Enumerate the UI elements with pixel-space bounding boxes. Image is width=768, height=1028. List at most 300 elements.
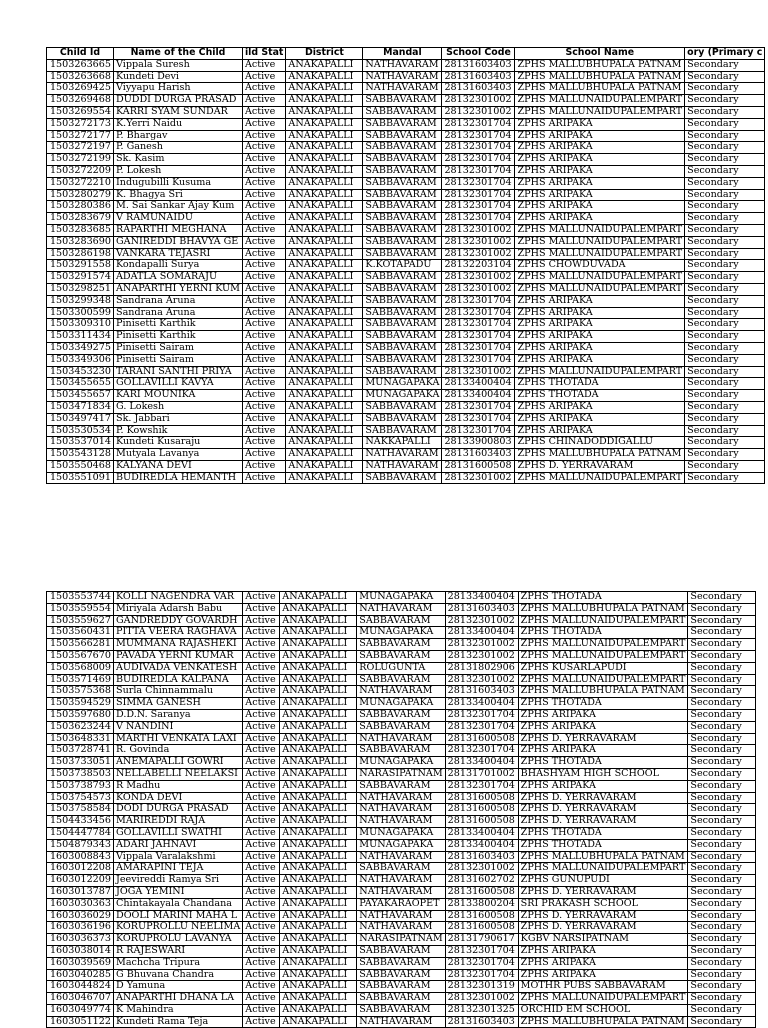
cell-category: Secondary: [685, 378, 765, 390]
cell-category: Secondary: [685, 342, 765, 354]
cell-mandal: SABBAVARAM: [363, 142, 442, 154]
cell-district: ANAKAPALLI: [280, 886, 357, 898]
cell-child-name: GOLLAVILLI KAVYA: [114, 378, 243, 390]
cell-category: Secondary: [688, 1004, 756, 1016]
table-row: [47, 768, 756, 780]
cell-child-name: Vippala Varalakshmi: [114, 851, 243, 863]
cell-child-status: Active: [243, 603, 280, 615]
cell-school-name: ZPHS MALLUBHUPALA PATNAM: [518, 851, 688, 863]
col-header-child-status: ild Stat: [242, 48, 285, 60]
cell-child-id: 1503571469: [47, 674, 114, 686]
cell-school-name: ZPHS D. YERRAVARAM: [518, 733, 688, 745]
cell-school-name: ZPHS MALLUNAIDUPALEMPART: [515, 236, 685, 248]
cell-school-code: 28132301704: [442, 213, 515, 225]
student-table-bottom: [46, 591, 756, 1028]
table-row: [47, 59, 765, 71]
cell-child-status: Active: [243, 922, 280, 934]
cell-child-id: 1503530534: [47, 425, 114, 437]
cell-mandal: SABBAVARAM: [363, 106, 442, 118]
table-row: [47, 627, 756, 639]
cell-district: ANAKAPALLI: [280, 780, 357, 792]
cell-child-status: Active: [243, 816, 280, 828]
cell-child-id: 1603044824: [47, 981, 114, 993]
cell-child-id: 1503537014: [47, 437, 114, 449]
cell-school-name: ZPHS ARIPAKA: [515, 342, 685, 354]
table-row: [47, 342, 765, 354]
cell-child-name: GANIREDDI BHAVYA GE: [114, 236, 243, 248]
cell-child-id: 1503269425: [47, 83, 114, 95]
cell-district: ANAKAPALLI: [280, 662, 357, 674]
cell-school-code: 28132301704: [442, 118, 515, 130]
cell-child-name: BUDIREDLA HEMANTH: [114, 472, 243, 484]
cell-child-name: V RAMUNAIDU: [114, 213, 243, 225]
cell-school-code: 28132301704: [442, 331, 515, 343]
cell-school-code: 28133400404: [445, 827, 518, 839]
table-row: [47, 957, 756, 969]
cell-school-code: 28131600508: [445, 733, 518, 745]
cell-district: ANAKAPALLI: [286, 118, 363, 130]
cell-child-id: 1503453230: [47, 366, 114, 378]
cell-child-status: Active: [243, 709, 280, 721]
cell-mandal: NAKKAPALLI: [363, 437, 442, 449]
cell-school-name: ZPHS ARIPAKA: [515, 401, 685, 413]
cell-child-name: Indugubilli Kusuma: [114, 177, 243, 189]
table-row: [47, 319, 765, 331]
table-row: [47, 674, 756, 686]
cell-child-name: Kundeti Rama Teja: [114, 1016, 243, 1028]
cell-category: Secondary: [688, 780, 756, 792]
cell-category: Secondary: [688, 922, 756, 934]
cell-school-code: 28132301002: [442, 248, 515, 260]
cell-school-name: ZPHS MALLUNAIDUPALEMPART: [515, 366, 685, 378]
cell-child-id: 1503283690: [47, 236, 114, 248]
cell-mandal: MUNAGAPAKA: [357, 627, 445, 639]
cell-category: Secondary: [685, 460, 765, 472]
cell-district: ANAKAPALLI: [286, 213, 363, 225]
col-header-category: ory (Primary c: [685, 48, 765, 60]
cell-district: ANAKAPALLI: [286, 425, 363, 437]
cell-child-id: 1503575368: [47, 686, 114, 698]
cell-child-name: DODI DURGA PRASAD: [114, 804, 243, 816]
cell-category: Secondary: [688, 662, 756, 674]
cell-school-name: ZPHS ARIPAKA: [515, 354, 685, 366]
cell-child-id: 1603036196: [47, 922, 114, 934]
cell-category: Secondary: [685, 83, 765, 95]
cell-district: ANAKAPALLI: [280, 934, 357, 946]
cell-school-name: ZPHS ARIPAKA: [515, 331, 685, 343]
cell-category: Secondary: [685, 449, 765, 461]
cell-mandal: SABBAVARAM: [363, 331, 442, 343]
cell-child-id: 1503283685: [47, 224, 114, 236]
cell-child-status: Active: [243, 898, 280, 910]
cell-child-name: AMARAPINI TEJA: [114, 863, 243, 875]
cell-mandal: SABBAVARAM: [363, 283, 442, 295]
cell-school-name: ZPHS ARIPAKA: [515, 142, 685, 154]
cell-child-name: ADARI JAHNAVI: [114, 839, 243, 851]
cell-category: Secondary: [685, 213, 765, 225]
cell-school-code: 28133400404: [445, 839, 518, 851]
cell-mandal: MUNAGAPAKA: [357, 827, 445, 839]
cell-district: ANAKAPALLI: [280, 627, 357, 639]
cell-category: Secondary: [685, 177, 765, 189]
cell-district: ANAKAPALLI: [280, 639, 357, 651]
cell-district: ANAKAPALLI: [280, 898, 357, 910]
cell-category: Secondary: [688, 851, 756, 863]
cell-mandal: NATHAVARAM: [363, 460, 442, 472]
cell-district: ANAKAPALLI: [286, 95, 363, 107]
cell-child-name: D Yamuna: [114, 981, 243, 993]
cell-child-id: 1503455655: [47, 378, 114, 390]
cell-category: Secondary: [685, 295, 765, 307]
cell-school-name: ZPHS ARIPAKA: [515, 118, 685, 130]
cell-school-name: ZPHS KUSARLAPUDI: [518, 662, 688, 674]
cell-district: ANAKAPALLI: [280, 910, 357, 922]
cell-school-name: ZPHS ARIPAKA: [518, 957, 688, 969]
cell-child-status: Active: [242, 413, 285, 425]
cell-child-id: 1503291558: [47, 260, 114, 272]
cell-district: ANAKAPALLI: [280, 993, 357, 1005]
cell-child-status: Active: [243, 721, 280, 733]
cell-child-id: 1503758584: [47, 804, 114, 816]
cell-category: Secondary: [685, 165, 765, 177]
cell-child-status: Active: [243, 827, 280, 839]
cell-school-name: MOTHR PUBS SABBAVARAM: [518, 981, 688, 993]
cell-category: Secondary: [685, 260, 765, 272]
cell-district: ANAKAPALLI: [280, 957, 357, 969]
cell-child-name: VANKARA TEJASRI: [114, 248, 243, 260]
cell-school-name: ZPHS ARIPAKA: [515, 130, 685, 142]
table-row: [47, 130, 765, 142]
cell-child-id: 1503728741: [47, 745, 114, 757]
cell-district: ANAKAPALLI: [280, 757, 357, 769]
cell-school-name: ZPHS D. YERRAVARAM: [518, 922, 688, 934]
cell-district: ANAKAPALLI: [286, 272, 363, 284]
cell-mandal: SABBAVARAM: [363, 224, 442, 236]
cell-mandal: NATHAVARAM: [363, 59, 442, 71]
cell-child-status: Active: [242, 272, 285, 284]
cell-child-name: MUMMANA RAJASHEKI: [114, 639, 243, 651]
cell-school-code: 28132301002: [442, 272, 515, 284]
cell-school-name: ZPHS MALLUBHUPALA PATNAM: [515, 71, 685, 83]
cell-school-name: ZPHS GUNUPUDI: [518, 875, 688, 887]
cell-school-code: 28131600508: [445, 910, 518, 922]
table-row: [47, 698, 756, 710]
cell-mandal: SABBAVARAM: [357, 615, 445, 627]
cell-district: ANAKAPALLI: [286, 248, 363, 260]
table-row: [47, 272, 765, 284]
cell-child-id: 1503349306: [47, 354, 114, 366]
cell-school-code: 28131701002: [445, 768, 518, 780]
cell-child-id: 1503471834: [47, 401, 114, 413]
cell-school-name: ZPHS THOTADA: [518, 757, 688, 769]
cell-district: ANAKAPALLI: [286, 130, 363, 142]
cell-mandal: SABBAVARAM: [357, 993, 445, 1005]
cell-child-status: Active: [242, 331, 285, 343]
cell-child-name: Sk. Kasim: [114, 154, 243, 166]
col-header-school-name: School Name: [515, 48, 685, 60]
cell-school-code: 28132301704: [442, 165, 515, 177]
cell-mandal: SABBAVARAM: [363, 236, 442, 248]
cell-school-code: 28132301002: [445, 639, 518, 651]
table-row: [47, 757, 756, 769]
cell-child-status: Active: [242, 319, 285, 331]
table-row: [47, 839, 756, 851]
cell-mandal: NATHAVARAM: [357, 851, 445, 863]
cell-mandal: NATHAVARAM: [357, 922, 445, 934]
cell-school-code: 28132301002: [445, 650, 518, 662]
table-row: [47, 709, 756, 721]
cell-mandal: SABBAVARAM: [363, 342, 442, 354]
cell-child-id: 1603030363: [47, 898, 114, 910]
cell-child-name: Machcha Tripura: [114, 957, 243, 969]
cell-school-name: ZPHS THOTADA: [515, 378, 685, 390]
cell-mandal: SABBAVARAM: [363, 272, 442, 284]
cell-school-name: ZPHS D. YERRAVARAM: [518, 804, 688, 816]
cell-child-id: 1503543128: [47, 449, 114, 461]
cell-child-name: Vippala Suresh: [114, 59, 243, 71]
cell-child-status: Active: [242, 401, 285, 413]
cell-district: ANAKAPALLI: [280, 827, 357, 839]
cell-child-status: Active: [242, 71, 285, 83]
cell-child-id: 1503733051: [47, 757, 114, 769]
cell-child-status: Active: [243, 627, 280, 639]
cell-mandal: MUNAGAPAKA: [357, 592, 445, 604]
cell-school-name: ZPHS ARIPAKA: [515, 177, 685, 189]
cell-child-id: 1503286198: [47, 248, 114, 260]
cell-child-name: MARTHI VENKATA LAXI: [114, 733, 243, 745]
cell-school-code: 28133400404: [442, 390, 515, 402]
cell-district: ANAKAPALLI: [280, 745, 357, 757]
cell-school-code: 28132301704: [445, 780, 518, 792]
cell-child-id: 1503623244: [47, 721, 114, 733]
cell-category: Secondary: [688, 804, 756, 816]
cell-child-name: K.Yerri Naidu: [114, 118, 243, 130]
cell-district: ANAKAPALLI: [280, 863, 357, 875]
cell-child-status: Active: [242, 165, 285, 177]
cell-mandal: SABBAVARAM: [363, 366, 442, 378]
cell-mandal: ROLUGUNTA: [357, 662, 445, 674]
cell-category: Secondary: [685, 390, 765, 402]
cell-school-name: ZPHS THOTADA: [518, 698, 688, 710]
table-row: [47, 177, 765, 189]
cell-mandal: SABBAVARAM: [363, 95, 442, 107]
cell-mandal: MUNAGAPAKA: [357, 839, 445, 851]
cell-child-status: Active: [243, 945, 280, 957]
cell-district: ANAKAPALLI: [286, 177, 363, 189]
cell-school-name: ZPHS ARIPAKA: [515, 213, 685, 225]
cell-mandal: NATHAVARAM: [357, 733, 445, 745]
cell-district: ANAKAPALLI: [286, 413, 363, 425]
cell-child-id: 1603012208: [47, 863, 114, 875]
cell-mandal: SABBAVARAM: [357, 745, 445, 757]
cell-child-name: P. Ganesh: [114, 142, 243, 154]
cell-child-name: SIMMA GANESH: [114, 698, 243, 710]
student-table-top: [46, 47, 765, 484]
cell-mandal: K.KOTAPADU: [363, 260, 442, 272]
cell-category: Secondary: [685, 236, 765, 248]
cell-school-name: ZPHS D. YERRAVARAM: [518, 886, 688, 898]
cell-school-name: ZPHS ARIPAKA: [515, 319, 685, 331]
cell-school-code: 28133800204: [445, 898, 518, 910]
cell-child-id: 1503568009: [47, 662, 114, 674]
table-row: [47, 993, 756, 1005]
cell-school-name: ZPHS MALLUNAIDUPALEMPART: [515, 283, 685, 295]
cell-category: Secondary: [685, 437, 765, 449]
cell-school-code: 28131603403: [442, 83, 515, 95]
cell-school-code: 28132301704: [442, 201, 515, 213]
cell-school-code: 28132301704: [442, 425, 515, 437]
cell-child-id: 1503299348: [47, 295, 114, 307]
cell-school-name: ZPHS CHINADODDIGALLU: [515, 437, 685, 449]
cell-child-id: 1503280386: [47, 201, 114, 213]
cell-child-name: P. Bhargav: [114, 130, 243, 142]
cell-child-name: DOOLI MARINI MAHA L: [114, 910, 243, 922]
cell-category: Secondary: [688, 1016, 756, 1028]
cell-school-code: 28131600508: [445, 922, 518, 934]
cell-category: Secondary: [685, 248, 765, 260]
cell-child-id: 1503349275: [47, 342, 114, 354]
cell-mandal: NATHAVARAM: [363, 71, 442, 83]
cell-district: ANAKAPALLI: [286, 295, 363, 307]
table-row: [47, 886, 756, 898]
cell-child-name: Viyyapu Harish: [114, 83, 243, 95]
cell-child-id: 1503550468: [47, 460, 114, 472]
cell-child-id: 1603038014: [47, 945, 114, 957]
cell-school-name: ZPHS MALLUNAIDUPALEMPART: [518, 615, 688, 627]
cell-category: Secondary: [688, 627, 756, 639]
cell-child-id: 1503272197: [47, 142, 114, 154]
table-row: [47, 851, 756, 863]
cell-child-status: Active: [243, 662, 280, 674]
cell-school-code: 28132301704: [445, 969, 518, 981]
cell-category: Secondary: [688, 886, 756, 898]
cell-mandal: SABBAVARAM: [363, 213, 442, 225]
cell-child-status: Active: [243, 1016, 280, 1028]
cell-school-name: ZPHS MALLUBHUPALA PATNAM: [518, 603, 688, 615]
cell-child-id: 1503567670: [47, 650, 114, 662]
cell-school-name: SRI PRAKASH SCHOOL: [518, 898, 688, 910]
cell-category: Secondary: [688, 757, 756, 769]
cell-child-id: 1503559627: [47, 615, 114, 627]
table-row: [47, 142, 765, 154]
cell-district: ANAKAPALLI: [286, 390, 363, 402]
cell-child-name: Mutyala Lavanya: [114, 449, 243, 461]
cell-school-code: 28133400404: [445, 627, 518, 639]
cell-district: ANAKAPALLI: [286, 460, 363, 472]
cell-mandal: NATHAVARAM: [357, 816, 445, 828]
cell-mandal: MUNAGAPAKA: [363, 378, 442, 390]
cell-child-name: Sandrana Aruna: [114, 295, 243, 307]
cell-mandal: PAYAKARAOPET: [357, 898, 445, 910]
cell-school-code: 28132203104: [442, 260, 515, 272]
cell-child-name: P. Kowshik: [114, 425, 243, 437]
cell-child-status: Active: [242, 95, 285, 107]
table-row: [47, 863, 756, 875]
table-row: [47, 154, 765, 166]
cell-district: ANAKAPALLI: [286, 71, 363, 83]
cell-school-code: 28132301704: [445, 709, 518, 721]
cell-mandal: SABBAVARAM: [357, 957, 445, 969]
cell-child-status: Active: [242, 189, 285, 201]
col-header-mandal: Mandal: [363, 48, 442, 60]
cell-school-name: BHASHYAM HIGH SCHOOL: [518, 768, 688, 780]
cell-district: ANAKAPALLI: [280, 804, 357, 816]
cell-school-name: ZPHS MALLUNAIDUPALEMPART: [518, 674, 688, 686]
cell-district: ANAKAPALLI: [280, 792, 357, 804]
cell-child-name: G. Lokesh: [114, 401, 243, 413]
cell-district: ANAKAPALLI: [286, 224, 363, 236]
table-row: [47, 390, 765, 402]
cell-child-name: K. Bhagya Sri: [114, 189, 243, 201]
cell-category: Secondary: [685, 59, 765, 71]
cell-child-id: 1503272177: [47, 130, 114, 142]
cell-school-code: 28132301704: [442, 342, 515, 354]
cell-mandal: SABBAVARAM: [357, 1004, 445, 1016]
cell-school-code: 28132301704: [442, 319, 515, 331]
cell-district: ANAKAPALLI: [280, 674, 357, 686]
cell-child-id: 1603039569: [47, 957, 114, 969]
col-header-child-id: Child Id: [47, 48, 114, 60]
cell-child-status: Active: [243, 592, 280, 604]
cell-school-code: 28132301002: [442, 95, 515, 107]
cell-category: Secondary: [688, 733, 756, 745]
cell-district: ANAKAPALLI: [286, 260, 363, 272]
cell-category: Secondary: [688, 934, 756, 946]
cell-child-status: Active: [242, 378, 285, 390]
cell-child-id: 1503597680: [47, 709, 114, 721]
cell-mandal: SABBAVARAM: [357, 650, 445, 662]
cell-category: Secondary: [685, 472, 765, 484]
cell-child-id: 1503594529: [47, 698, 114, 710]
cell-category: Secondary: [688, 898, 756, 910]
table-row: [47, 307, 765, 319]
table-row: [47, 1016, 756, 1028]
cell-district: ANAKAPALLI: [280, 875, 357, 887]
table-row: [47, 378, 765, 390]
cell-child-name: V NANDINI: [114, 721, 243, 733]
cell-category: Secondary: [688, 839, 756, 851]
table-row: [47, 449, 765, 461]
cell-school-code: 28131802906: [445, 662, 518, 674]
cell-district: ANAKAPALLI: [286, 449, 363, 461]
table-row: [47, 780, 756, 792]
cell-school-name: ZPHS D. YERRAVARAM: [518, 816, 688, 828]
cell-school-name: ZPHS ARIPAKA: [518, 745, 688, 757]
cell-child-name: JOGA YEMINI: [114, 886, 243, 898]
cell-school-code: 28131602702: [445, 875, 518, 887]
cell-child-id: 1603040285: [47, 969, 114, 981]
cell-child-id: 1603013787: [47, 886, 114, 898]
cell-mandal: MUNAGAPAKA: [357, 757, 445, 769]
cell-child-name: GANDREDDY GOVARDH: [114, 615, 243, 627]
cell-district: ANAKAPALLI: [280, 733, 357, 745]
cell-child-id: 1503754573: [47, 792, 114, 804]
col-header-district: District: [286, 48, 363, 60]
cell-school-name: ZPHS THOTADA: [518, 839, 688, 851]
cell-child-name: KOLLI NAGENDRA VAR: [114, 592, 243, 604]
cell-category: Secondary: [685, 142, 765, 154]
cell-child-id: 1503497417: [47, 413, 114, 425]
cell-mandal: NATHAVARAM: [357, 910, 445, 922]
cell-school-name: ZPHS ARIPAKA: [518, 969, 688, 981]
cell-district: ANAKAPALLI: [280, 686, 357, 698]
cell-school-code: 28132301704: [445, 745, 518, 757]
cell-mandal: NATHAVARAM: [357, 792, 445, 804]
cell-district: ANAKAPALLI: [280, 1004, 357, 1016]
cell-child-status: Active: [242, 142, 285, 154]
cell-district: ANAKAPALLI: [286, 189, 363, 201]
cell-mandal: NATHAVARAM: [357, 603, 445, 615]
